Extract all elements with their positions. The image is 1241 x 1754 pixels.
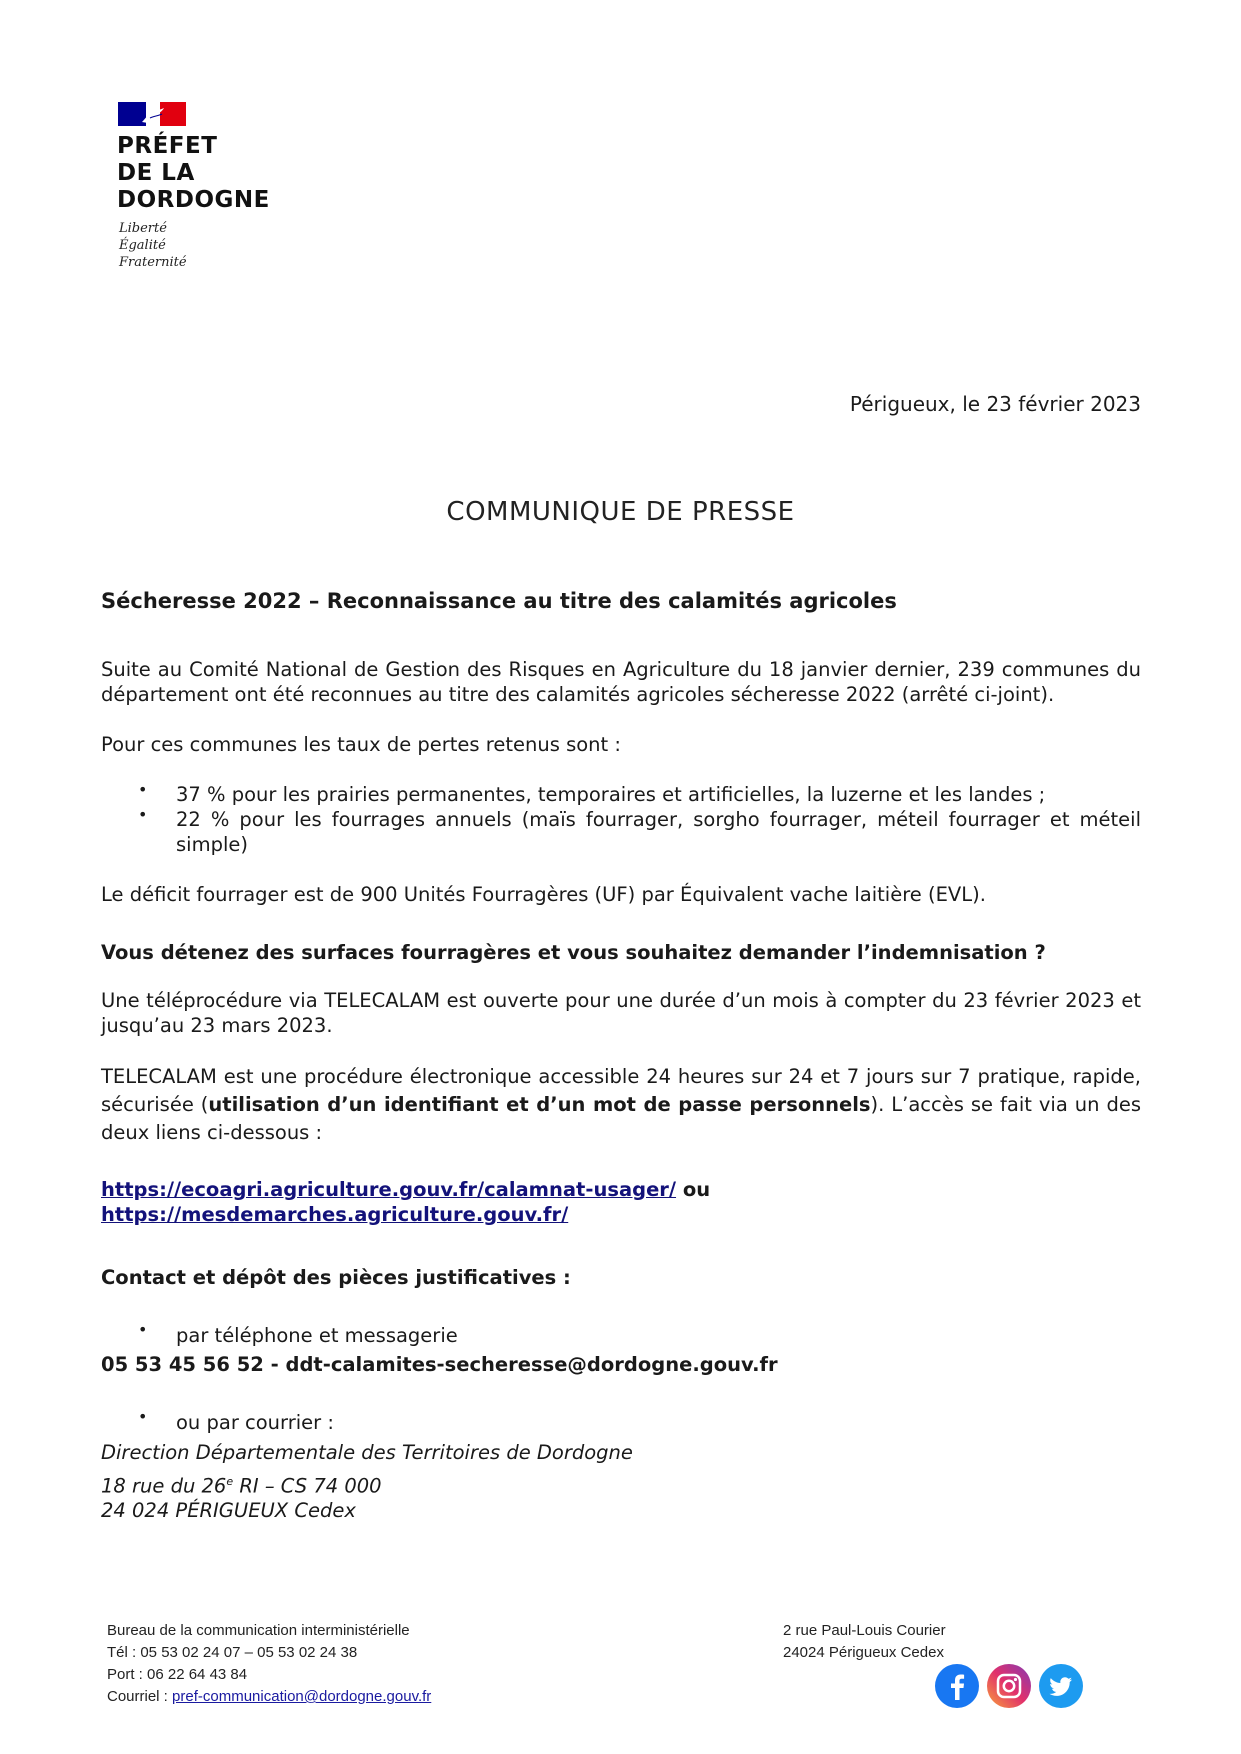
phone-bullet: par téléphone et messagerie bbox=[176, 1324, 458, 1347]
marianne-profile-icon bbox=[138, 104, 168, 124]
facebook-icon[interactable] bbox=[935, 1664, 979, 1708]
teleprocedure-paragraph: Une téléprocédure via TELECALAM est ouverte pour une durée d’un mois à compter du 23 février 2023 et jusqu’au 23 mars 2023. bbox=[101, 989, 1141, 1037]
motto-fraternite: Fraternité bbox=[119, 255, 187, 270]
contact-heading: Contact et dépôt des pièces justificatives : bbox=[101, 1266, 571, 1289]
mesdemarches-link[interactable]: https://mesdemarches.agriculture.gouv.fr/ bbox=[101, 1203, 569, 1226]
page-title: COMMUNIQUE DE PRESSE bbox=[446, 497, 795, 527]
credentials-emphasis: utilisation d’un identifiant et d’un mot de passe personnels bbox=[208, 1093, 871, 1116]
logo-line-dordogne: DORDOGNE bbox=[117, 187, 270, 213]
ecoagri-link[interactable]: https://ecoagri.agriculture.gouv.fr/calamnat-usager/ bbox=[101, 1178, 677, 1201]
footer-email-line: Courriel : pref-communication@dordogne.gouv.fr bbox=[107, 1688, 432, 1705]
headline: Sécheresse 2022 – Reconnaissance au titre des calamités agricoles bbox=[101, 589, 897, 613]
rates-intro: Pour ces communes les taux de pertes retenus sont : bbox=[101, 733, 621, 756]
footer-office: Bureau de la communication interministérielle bbox=[107, 1622, 410, 1639]
links-line: https://ecoagri.agriculture.gouv.fr/calamnat-usager/ ou https://mesdemarches.agriculture.gouv.fr/ bbox=[101, 1178, 711, 1226]
footer-email-link[interactable]: pref-communication@dordogne.gouv.fr bbox=[172, 1688, 432, 1705]
footer-city: 24024 Périgueux Cedex bbox=[783, 1644, 944, 1661]
instagram-icon[interactable] bbox=[987, 1664, 1031, 1708]
rate-item-fourrages: 22 % pour les fourrages annuels (maïs fourrager, sorgho fourrager, méteil fourrager et méteil simple) bbox=[176, 808, 1141, 856]
motto-liberte: Liberté bbox=[119, 221, 167, 236]
deficit-paragraph: Le déficit fourrager est de 900 Unités Fourragères (UF) par Équivalent vache laitière (EVL). bbox=[101, 883, 986, 906]
footer-mobile: Port : 06 22 64 43 84 bbox=[107, 1666, 248, 1683]
bullet-icon: • bbox=[138, 805, 148, 824]
footer-phone: Tél : 05 53 02 24 07 – 05 53 02 24 38 bbox=[107, 1644, 358, 1661]
mail-bullet: ou par courrier : bbox=[176, 1411, 334, 1434]
question-heading: Vous détenez des surfaces fourragères et vous souhaitez demander l’indemnisation ? bbox=[101, 941, 1046, 964]
address-line-2: 18 rue du 26e RI – CS 74 000 bbox=[101, 1474, 382, 1498]
twitter-icon[interactable] bbox=[1039, 1664, 1083, 1708]
logo-line-prefet: PRÉFET bbox=[117, 133, 218, 159]
motto-egalite: Égalité bbox=[119, 238, 166, 253]
dateline: Périgueux, le 23 février 2023 bbox=[849, 392, 1141, 416]
footer-street: 2 rue Paul-Louis Courier bbox=[783, 1622, 946, 1639]
footer-left bbox=[107, 1620, 431, 1708]
logo-line-de-la: DE LA bbox=[117, 160, 195, 186]
rate-item-prairies: 37 % pour les prairies permanentes, temporaires et artificielles, la luzerne et les landes ; bbox=[176, 783, 1046, 806]
footer-right bbox=[783, 1620, 946, 1664]
address-line-3: 24 024 PÉRIGUEUX Cedex bbox=[101, 1499, 356, 1522]
phone-email-line: 05 53 45 56 52 - ddt-calamites-secheresse@dordogne.gouv.fr bbox=[101, 1353, 778, 1376]
address-line-1: Direction Départementale des Territoires de Dordogne bbox=[101, 1441, 633, 1464]
marianne-flag-logo bbox=[118, 102, 186, 126]
intro-paragraph: Suite au Comité National de Gestion des Risques en Agriculture du 18 janvier dernier, 239 communes du département ont été reconnues au titre des calamités agricoles sécheresse 2022 (arrêté ci-joint). bbox=[101, 658, 1141, 706]
telecalam-paragraph: TELECALAM est une procédure électronique accessible 24 heures sur 24 et 7 jours sur 7 pratique, rapide, sécurisée (utilisation d’un identifiant et d’un mot de passe personnels). L’accès se fait via un des deux liens ci-dessous : bbox=[101, 1065, 1141, 1144]
bullet-icon: • bbox=[138, 780, 148, 799]
bullet-icon: • bbox=[138, 1407, 148, 1426]
bullet-icon: • bbox=[138, 1320, 148, 1339]
